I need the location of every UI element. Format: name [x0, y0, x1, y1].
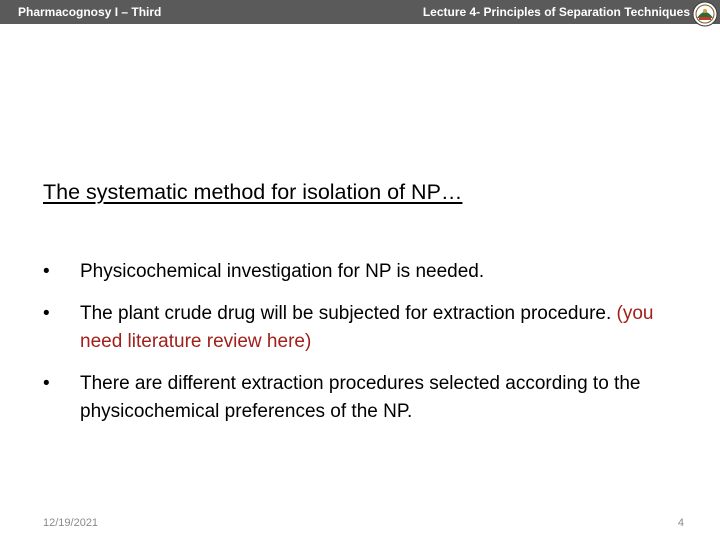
- bullet-item: [43, 258, 693, 286]
- bullet-emphasis-note: (you need literature review here): [80, 303, 654, 352]
- bullet-marker: •: [43, 261, 50, 282]
- bullet-list: [43, 258, 693, 440]
- bullet-marker: •: [43, 373, 50, 394]
- header-lecture-title: Lecture 4- Principles of Separation Techniques: [422, 5, 690, 19]
- footer-page-number: 4: [677, 517, 684, 529]
- bullet-text: The plant crude drug will be subjected for extraction procedure.: [80, 303, 612, 324]
- header-course-title: Pharmacognosy I – Third: [18, 5, 162, 19]
- bullet-text: Physicochemical investigation for NP is needed.: [80, 261, 485, 282]
- bullet-item: [43, 300, 693, 356]
- bullet-marker: •: [43, 303, 50, 324]
- slide-title: The systematic method for isolation of NP…: [43, 180, 463, 204]
- header-bar: [0, 0, 720, 24]
- bullet-item: [43, 370, 693, 426]
- footer-date: 12/19/2021: [43, 517, 99, 529]
- university-seal-icon: [692, 1, 718, 27]
- bullet-text: There are different extraction procedures selected according to the physicochemical preferences of the NP.: [80, 373, 641, 422]
